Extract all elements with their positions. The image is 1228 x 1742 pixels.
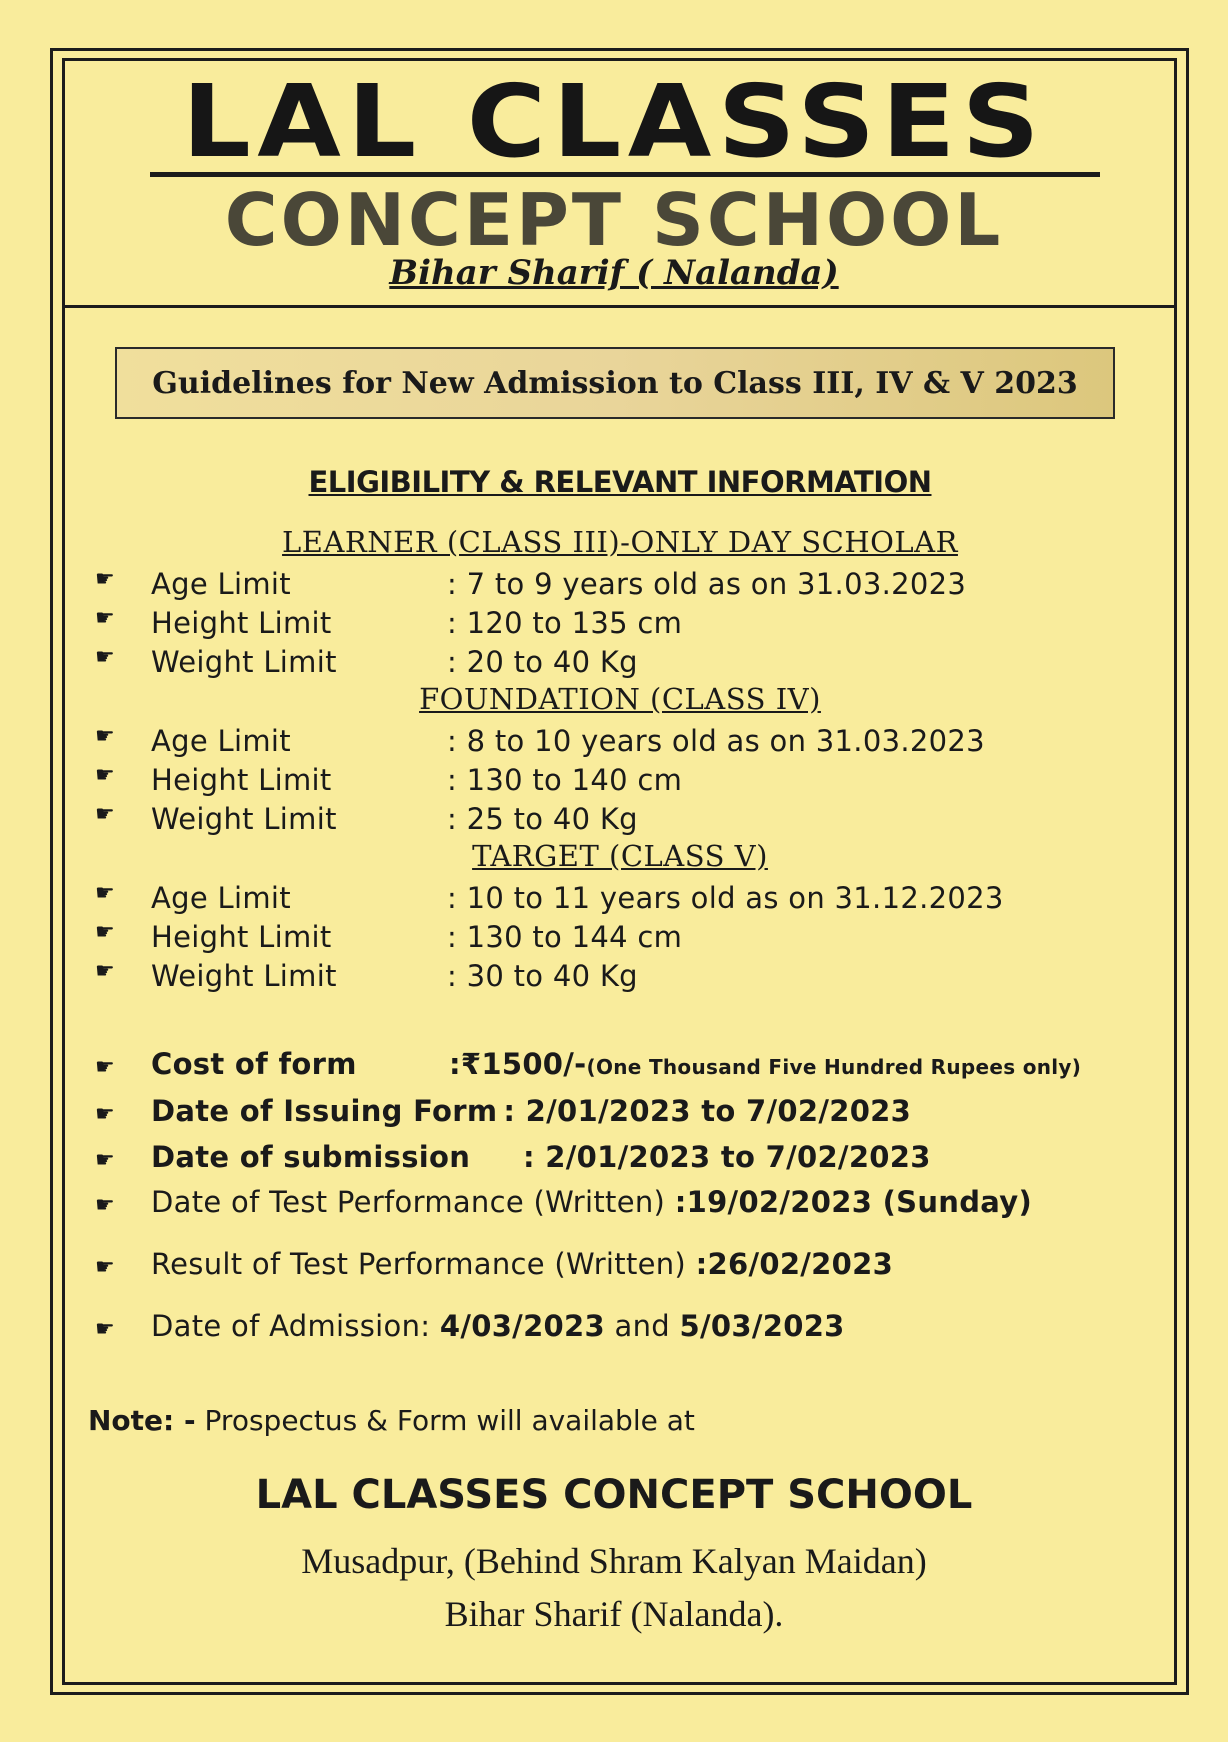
title-underline	[150, 172, 1100, 177]
admission-date-2: 5/03/2023	[679, 1309, 845, 1343]
address-line-2: Bihar Sharif (Nalanda).	[444, 1594, 784, 1634]
class-heading-learner: LEARNER (CLASS III)-ONLY DAY SCHOLAR	[282, 525, 958, 559]
hand-pointing-icon: ☛	[95, 1055, 116, 1080]
row-value: : 130 to 144 cm	[447, 920, 683, 954]
cost-words: (One Thousand Five Hundred Rupees only)	[586, 1055, 1082, 1079]
row-label: Weight Limit	[151, 959, 337, 993]
hand-pointing-icon: ☛	[95, 606, 116, 631]
note-text: Prospectus & Form will available at	[204, 1404, 695, 1437]
school-location: Bihar Sharif ( Nalanda)	[389, 253, 839, 293]
guidelines-banner	[115, 347, 1115, 419]
hand-pointing-icon: ☛	[95, 802, 116, 827]
result-value: :26/02/2023	[695, 1247, 894, 1281]
cost-of-form	[95, 1047, 1081, 1081]
hand-pointing-icon: ☛	[95, 959, 116, 984]
test-label: Date of Test Performance (Written)	[151, 1185, 666, 1219]
row-value: : 7 to 9 years old as on 31.03.2023	[447, 567, 967, 601]
row-value: : 8 to 10 years old as on 31.03.2023	[447, 724, 985, 758]
row-label: Age Limit	[151, 567, 291, 601]
row-label: Age Limit	[151, 881, 291, 915]
admission-label: Date of Admission:	[151, 1309, 431, 1343]
cost-value: :₹1500/-	[449, 1047, 587, 1081]
hand-pointing-icon: ☛	[95, 920, 116, 945]
hand-pointing-icon: ☛	[95, 567, 116, 592]
hand-pointing-icon: ☛	[95, 724, 116, 749]
hand-pointing-icon: ☛	[95, 763, 116, 788]
guidelines-text: Guidelines for New Admission to Class III, IV & V 2023	[152, 365, 1078, 401]
admission-and: and	[614, 1309, 670, 1343]
row-value: : 120 to 135 cm	[447, 606, 683, 640]
row-value: : 20 to 40 Kg	[447, 645, 638, 679]
date-test	[95, 1185, 1032, 1219]
school-subtitle: CONCEPT SCHOOL	[224, 178, 1004, 262]
hand-pointing-icon: ☛	[95, 1255, 116, 1280]
row-value: : 25 to 40 Kg	[447, 802, 638, 836]
hand-pointing-icon: ☛	[95, 645, 116, 670]
row-label: Height Limit	[151, 920, 332, 954]
hand-pointing-icon: ☛	[95, 1148, 116, 1173]
row-label: Height Limit	[151, 763, 332, 797]
hand-pointing-icon: ☛	[95, 1102, 116, 1127]
cost-label: Cost of form	[151, 1047, 357, 1081]
result-test	[95, 1247, 893, 1281]
submission-label: Date of submission	[151, 1140, 471, 1174]
date-admission	[95, 1309, 845, 1343]
row-value: : 30 to 40 Kg	[447, 959, 638, 993]
admission-date-1: 4/03/2023	[439, 1309, 605, 1343]
header-divider	[62, 305, 1177, 308]
eligibility-heading: ELIGIBILITY & RELEVANT INFORMATION	[308, 465, 932, 499]
row-label: Weight Limit	[151, 802, 337, 836]
hand-pointing-icon: ☛	[95, 1193, 116, 1218]
note-label: Note: -	[88, 1404, 196, 1437]
test-value: :19/02/2023 (Sunday)	[674, 1185, 1033, 1219]
result-label: Result of Test Performance (Written)	[151, 1247, 687, 1281]
issue-value: : 2/01/2023 to 7/02/2023	[503, 1094, 912, 1128]
date-issuing-form	[95, 1094, 911, 1128]
row-value: : 10 to 11 years old as on 31.12.2023	[447, 881, 1004, 915]
row-label: Age Limit	[151, 724, 291, 758]
hand-pointing-icon: ☛	[95, 1317, 116, 1342]
class-heading-foundation: FOUNDATION (CLASS IV)	[419, 682, 821, 716]
issue-label: Date of Issuing Form	[151, 1094, 498, 1128]
school-title: LAL CLASSES	[181, 63, 1047, 180]
address-line-1: Musadpur, (Behind Shram Kalyan Maidan)	[301, 1541, 927, 1581]
row-label: Height Limit	[151, 606, 332, 640]
row-label: Weight Limit	[151, 645, 337, 679]
note-line	[88, 1404, 695, 1437]
submission-value: : 2/01/2023 to 7/02/2023	[523, 1140, 931, 1174]
address-school-name: LAL CLASSES CONCEPT SCHOOL	[255, 1472, 973, 1518]
row-value: : 130 to 140 cm	[447, 763, 683, 797]
class-heading-target: TARGET (CLASS V)	[472, 839, 768, 873]
date-submission	[95, 1140, 931, 1174]
hand-pointing-icon: ☛	[95, 881, 116, 906]
